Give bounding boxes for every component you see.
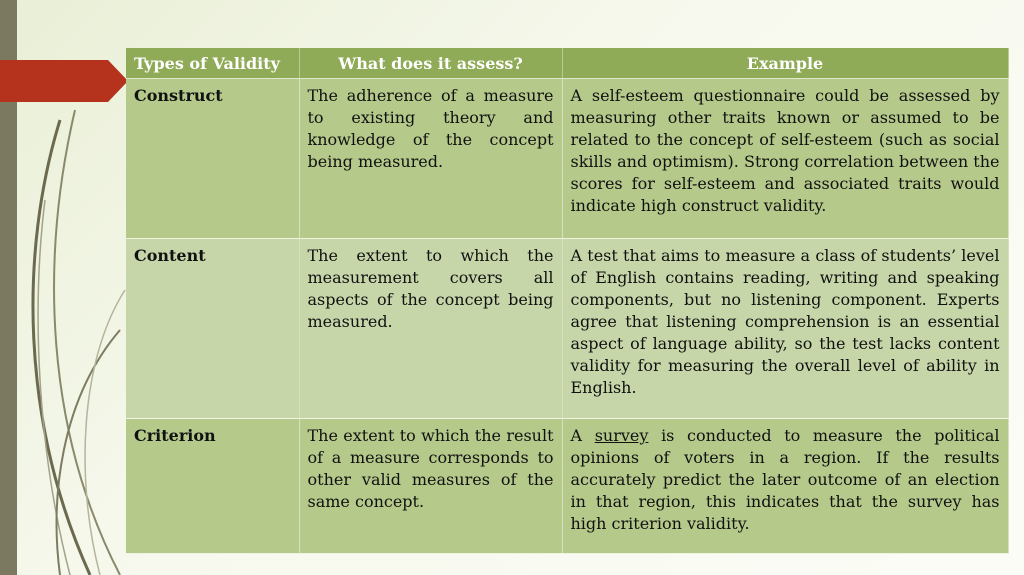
header-example: Example	[562, 48, 1008, 79]
validity-table	[126, 48, 1009, 554]
header-types-of-validity: Types of Validity	[126, 48, 299, 79]
validity-type-cell: Content	[126, 239, 299, 419]
validity-type-cell: Construct	[126, 79, 299, 239]
assess-cell: The extent to which the result of a measure corresponds to other valid measures of the same concept.	[299, 419, 562, 554]
assess-cell: The adherence of a measure to existing theory and knowledge of the concept being measured.	[299, 79, 562, 239]
survey-link[interactable]: survey	[594, 426, 649, 445]
table-header-row	[126, 48, 1008, 79]
example-prefix: A	[570, 426, 583, 445]
assess-cell: The extent to which the measurement covers all aspects of the concept being measured.	[299, 239, 562, 419]
example-cell: A test that aims to measure a class of students’ level of English contains reading, writing and speaking components, but no listening component. Experts agree that listening comprehension is an essential aspect of language ability, so the test lacks content validity for measuring the overall level of ability in English.	[562, 239, 1008, 419]
validity-type-cell: Criterion	[126, 419, 299, 554]
example-cell	[562, 419, 1008, 554]
example-rest: is conducted to measure the political opinions of voters in a region. If the results accurately predict the later outcome of an election in that region, this indicates that the survey has high criterion validity.	[570, 426, 1000, 533]
red-accent-tab	[0, 60, 128, 102]
header-what-does-it-assess: What does it assess?	[299, 48, 562, 79]
table-row	[126, 239, 1008, 419]
example-cell: A self-esteem questionnaire could be assessed by measuring other traits known or assumed to be related to the concept of self-esteem (such as social skills and optimism). Strong correlation between the scores for self-esteem and associated traits would indicate high construct validity.	[562, 79, 1008, 239]
table-row	[126, 79, 1008, 239]
table-row	[126, 419, 1008, 554]
